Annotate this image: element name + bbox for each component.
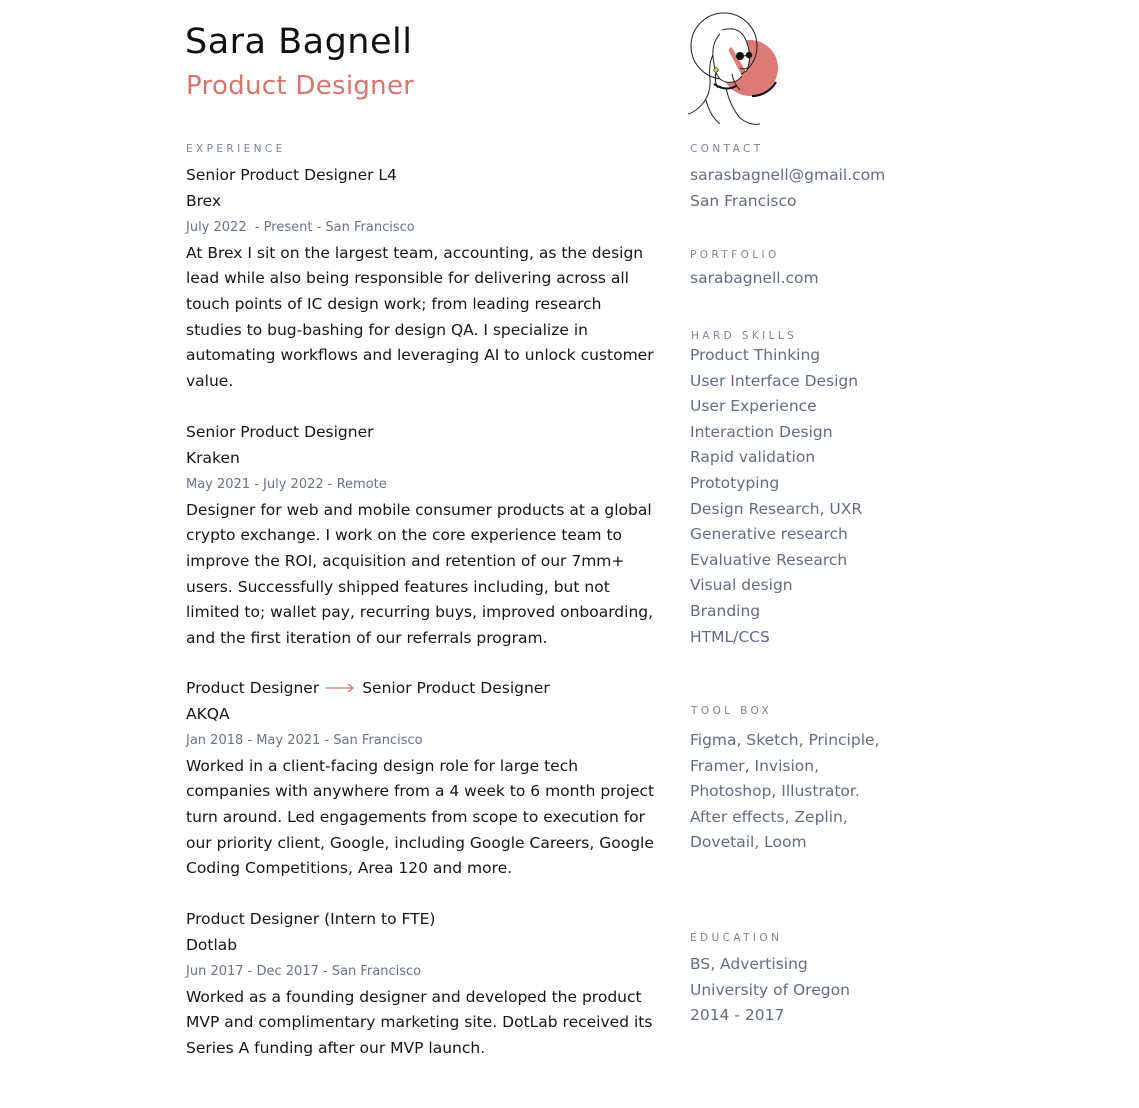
toolbox-line: After effects, Zeplin,	[690, 807, 848, 826]
resume-name: Sara Bagnell	[185, 22, 413, 62]
job-company: Kraken	[186, 448, 240, 467]
job-company: AKQA	[186, 704, 230, 723]
job-meta: Jan 2018 - May 2021 - San Francisco	[186, 733, 423, 749]
job-description: Designer for web and mobile consumer products at a global crypto exchange. I work on the core experience team to improve the ROI, acquisition and retention of our 7mm+ users. Successfully shipped features including, but not limited to; wallet pay, recurring buys, improved onboarding, and the first iteration of our referrals program.	[186, 500, 654, 647]
skill-item: Visual design	[690, 576, 793, 595]
job-entry	[186, 163, 656, 394]
toolbox-line: Photoshop, Illustrator.	[690, 782, 860, 801]
education-heading: EDUCATION	[690, 932, 783, 944]
contact-block	[690, 163, 950, 214]
skill-item: Evaluative Research	[690, 550, 848, 569]
toolbox-heading: TOOL BOX	[691, 705, 773, 717]
contact-email[interactable]: sarasbagnell@gmail.com	[690, 166, 886, 184]
skill-item: Rapid validation	[690, 448, 816, 467]
job-company: Dotlab	[186, 935, 238, 954]
job-title: Senior Product Designer L4	[186, 166, 397, 184]
job-description: At Brex I sit on the largest team, accounting, as the design lead while also being responsible for delivering across all touch points of IC design work; from leading research studies to bug-bashing for design QA. I specialize in automating workflows and leveraging AI to unlock customer value.	[186, 243, 654, 390]
job-title: Product Designer (Intern to FTE)	[186, 910, 436, 928]
education-school: University of Oregon	[690, 980, 850, 999]
skill-item: Product Thinking	[690, 346, 821, 364]
toolbox-line: Dovetail, Loom	[690, 833, 807, 852]
education-block	[690, 952, 950, 1029]
job-entry	[186, 420, 656, 651]
toolbox-line: Figma, Sketch, Principle,	[690, 731, 880, 749]
portfolio-link[interactable]: sarabagnell.com	[690, 269, 819, 287]
job-title-from: Product Designer	[186, 679, 320, 697]
toolbox-list	[690, 728, 950, 856]
job-description: Worked as a founding designer and developed the product MVP and complimentary marketing site. DotLab received its Series A funding after our MVP launch.	[186, 987, 653, 1057]
job-entry	[186, 907, 656, 1062]
job-meta: July 2022 - Present - San Francisco	[186, 220, 415, 236]
job-title-to: Senior Product Designer	[362, 679, 550, 697]
skill-item: User Experience	[690, 397, 817, 416]
portrait-illustration-icon	[686, 12, 782, 130]
education-years: 2014 - 2017	[690, 1006, 785, 1025]
contact-location: San Francisco	[690, 191, 797, 210]
contact-heading: CONTACT	[690, 143, 764, 155]
skill-item: Prototyping	[690, 473, 780, 492]
toolbox-line: Framer, Invision,	[690, 756, 820, 775]
portfolio-block	[690, 266, 950, 292]
job-title: Senior Product Designer	[186, 423, 374, 441]
skill-item: HTML/CCS	[690, 627, 770, 646]
experience-heading: EXPERIENCE	[186, 143, 286, 155]
job-title-progression	[186, 676, 656, 702]
portfolio-heading: PORTFOLIO	[690, 249, 780, 261]
job-entry	[186, 676, 656, 882]
skill-item: Design Research, UXR	[690, 499, 863, 518]
job-meta: Jun 2017 - Dec 2017 - San Francisco	[186, 964, 422, 980]
job-description: Worked in a client-facing design role for large tech companies with anywhere from a 4 week to 6 month project turn around. Led engagements from scope to execution for our priority client, Google, including Google Careers, Google Coding Competitions, Area 120 and more.	[186, 756, 655, 878]
skill-item: User Interface Design	[690, 371, 859, 390]
arrow-right-icon	[326, 676, 354, 702]
resume-role: Product Designer	[186, 71, 415, 101]
job-company: Brex	[186, 191, 222, 210]
hard-skills-list	[690, 343, 950, 650]
skill-item: Interaction Design	[690, 422, 833, 441]
job-meta: May 2021 - July 2022 - Remote	[186, 477, 387, 493]
skill-item: Branding	[690, 601, 761, 620]
education-degree: BS, Advertising	[690, 955, 808, 973]
hard-skills-heading: HARD SKILLS	[691, 330, 798, 342]
skill-item: Generative research	[690, 525, 848, 544]
